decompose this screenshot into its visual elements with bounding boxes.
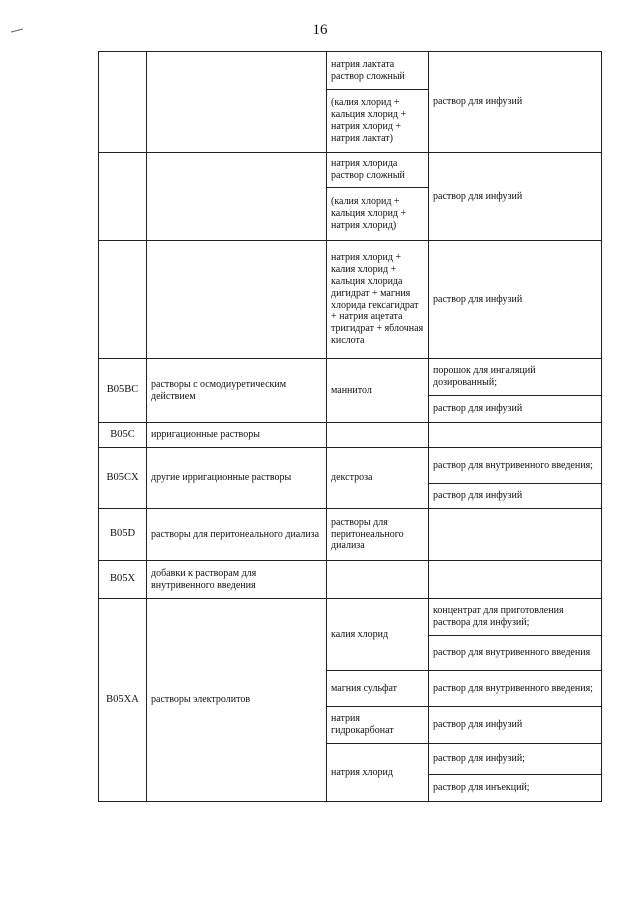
table-row	[99, 423, 602, 448]
table-row	[99, 153, 602, 188]
atc-code-cell: B05XA	[99, 599, 147, 802]
table-row	[99, 448, 602, 484]
dosage-form-cell: концентрат для приготовления раствора для инфузий;	[429, 599, 602, 636]
dosage-form-cell: раствор для инъекций;	[429, 775, 602, 802]
dosage-form-cell: раствор для внутривенного введения;	[429, 671, 602, 707]
atc-code-cell: B05BC	[99, 359, 147, 423]
ingredient-cell: натрия гидрокарбонат	[327, 707, 429, 744]
atc-code-cell	[99, 52, 147, 153]
dosage-form-cell: раствор для инфузий	[429, 241, 602, 359]
ingredient-cell: маннитол	[327, 359, 429, 423]
dosage-form-cell: раствор для внутривенного введения	[429, 636, 602, 671]
group-name-cell	[147, 153, 327, 241]
dosage-form-cell	[429, 509, 602, 561]
ingredient-cell: натрия лактата раствор сложный	[327, 52, 429, 90]
ingredient-cell	[327, 423, 429, 448]
ingredient-cell: натрия хлорида раствор сложный	[327, 153, 429, 188]
table-row	[99, 241, 602, 359]
atc-code-cell	[99, 153, 147, 241]
group-name-cell: растворы электролитов	[147, 599, 327, 802]
group-name-cell: растворы с осмодиуретическим действием	[147, 359, 327, 423]
atc-code-cell: B05D	[99, 509, 147, 561]
group-name-cell	[147, 241, 327, 359]
dosage-form-cell: раствор для инфузий	[429, 396, 602, 423]
dosage-form-cell: раствор для инфузий	[429, 153, 602, 241]
ingredient-cell: растворы для перитонеального диализа	[327, 509, 429, 561]
dosage-form-cell: раствор для инфузий;	[429, 744, 602, 775]
table-row	[99, 561, 602, 599]
ingredient-cell: натрия хлорид + калия хлорид + кальция хлорида дигидрат + магния хлорида гексагидрат + натрия ацетата тригидрат + яблочная кислота	[327, 241, 429, 359]
group-name-cell	[147, 52, 327, 153]
ingredient-cell: декстроза	[327, 448, 429, 509]
dosage-form-cell: раствор для инфузий	[429, 484, 602, 509]
ingredient-composition-cell: (калия хлорид + кальция хлорид + натрия хлорид + натрия лактат)	[327, 90, 429, 153]
ingredient-cell: магния сульфат	[327, 671, 429, 707]
table-row	[99, 509, 602, 561]
medicines-table	[98, 51, 602, 802]
dosage-form-cell: порошок для ингаляций дозированный;	[429, 359, 602, 396]
dosage-form-cell	[429, 423, 602, 448]
ingredient-cell: натрия хлорид	[327, 744, 429, 802]
atc-code-cell	[99, 241, 147, 359]
table-row	[99, 52, 602, 90]
dosage-form-cell: раствор для инфузий	[429, 707, 602, 744]
dosage-form-cell: раствор для внутривенного введения;	[429, 448, 602, 484]
atc-code-cell: B05CX	[99, 448, 147, 509]
ingredient-composition-cell: (калия хлорид + кальция хлорид + натрия хлорид)	[327, 188, 429, 241]
group-name-cell: растворы для перитонеального диализа	[147, 509, 327, 561]
atc-code-cell: B05X	[99, 561, 147, 599]
table-row	[99, 599, 602, 636]
group-name-cell: другие ирригационные растворы	[147, 448, 327, 509]
dosage-form-cell: раствор для инфузий	[429, 52, 602, 153]
atc-code-cell: B05C	[99, 423, 147, 448]
group-name-cell: добавки к растворам для внутривенного введения	[147, 561, 327, 599]
scan-mark-decoration	[10, 28, 24, 33]
group-name-cell: ирригационные растворы	[147, 423, 327, 448]
ingredient-cell: калия хлорид	[327, 599, 429, 671]
dosage-form-cell	[429, 561, 602, 599]
ingredient-cell	[327, 561, 429, 599]
page-number: 16	[312, 22, 328, 38]
table-row	[99, 359, 602, 396]
